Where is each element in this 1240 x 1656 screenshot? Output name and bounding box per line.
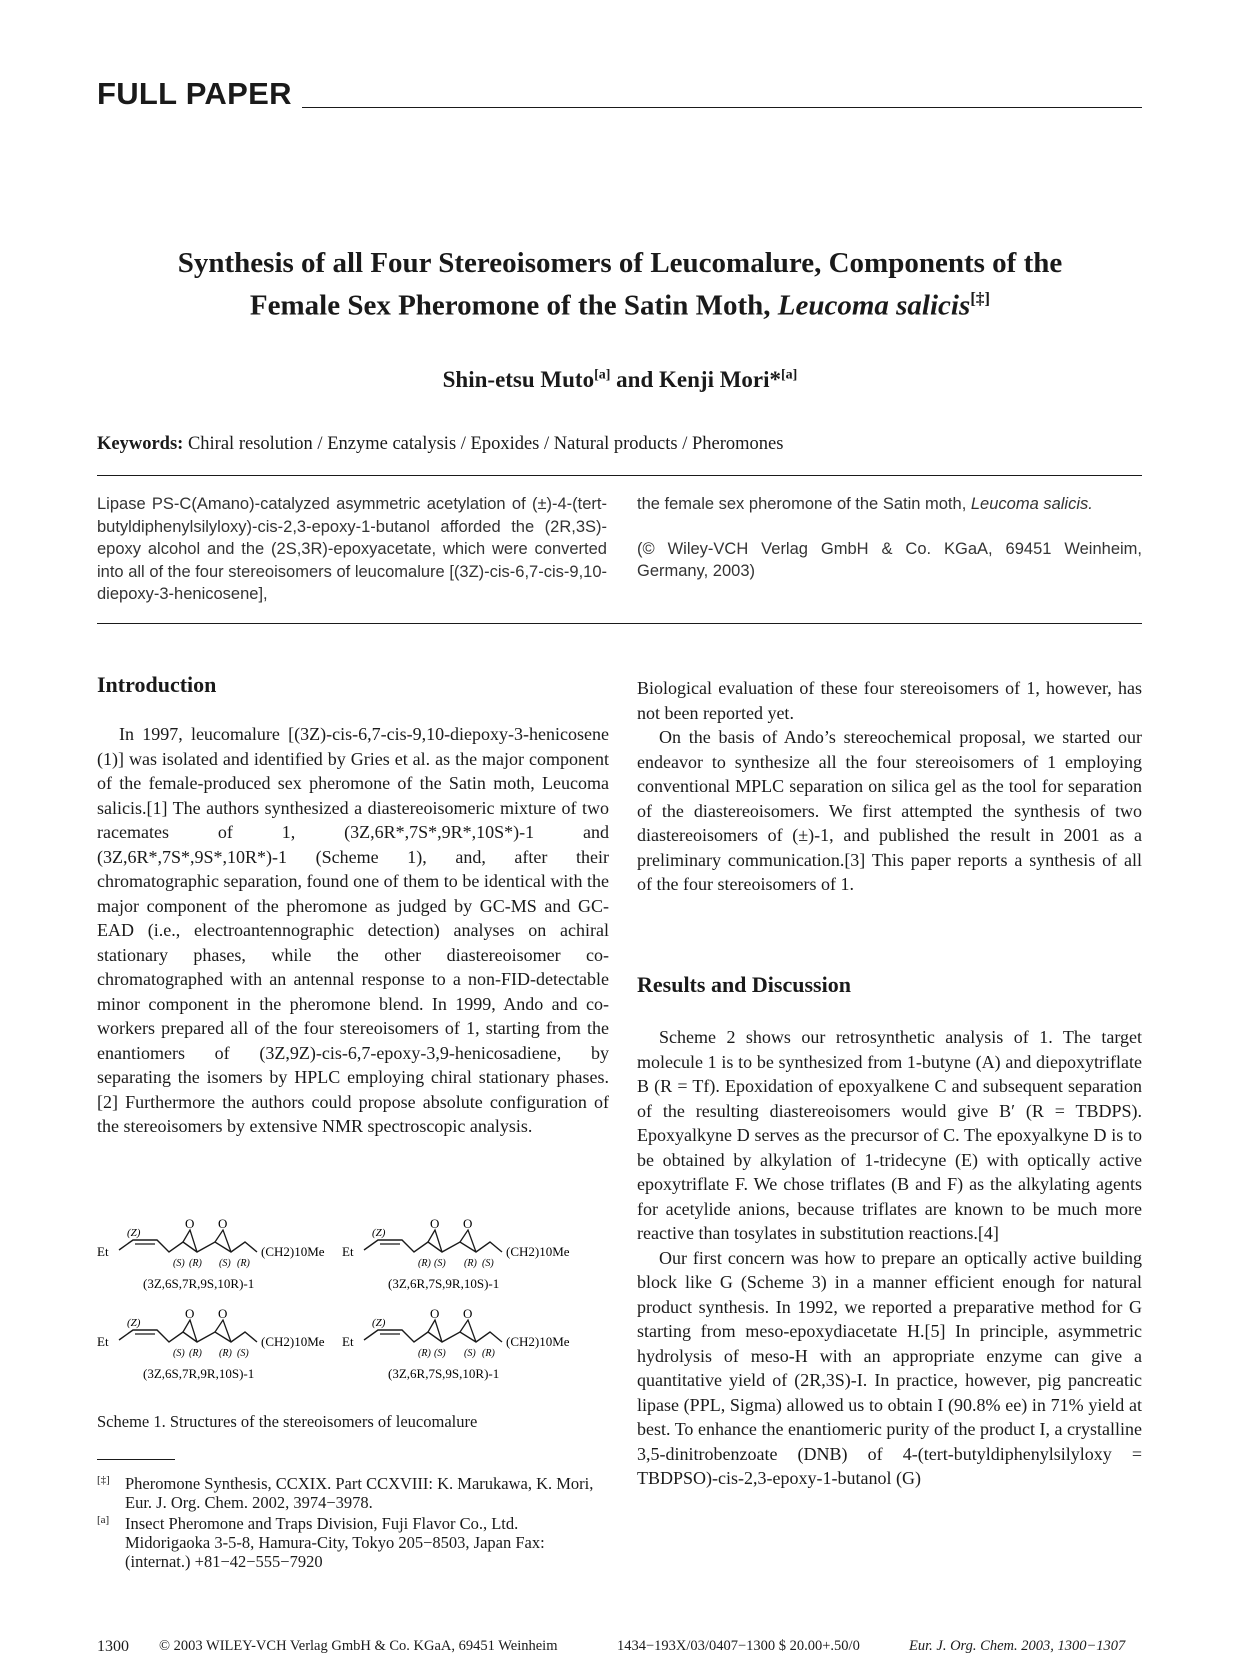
structure-3-center-2: (R) <box>189 1348 202 1359</box>
structure-4-epoxide-1 <box>428 1320 442 1342</box>
footnote-2: [a] Insect Pheromone and Traps Division, Fuji Flavor Co., Ltd. Midorigaoka 3-5-8, Hamura-City, Tokyo 205−8503, Japan Fax: (internat.) +81−42−555−7920 <box>97 1514 545 1571</box>
structure-4-oxygen-1: O <box>430 1306 440 1321</box>
author-line: Shin-etsu Muto[a] and Kenji Mori*[a] <box>442 367 798 392</box>
structure-2-label: (3Z,6R,7S,9R,10S)-1 <box>388 1276 500 1291</box>
structure-4-z: (Z) <box>372 1317 386 1329</box>
structure-1-center-2: (R) <box>189 1258 202 1269</box>
structure-3-oxygen-2: O <box>218 1306 228 1321</box>
structure-2-center-2: (S) <box>434 1258 446 1269</box>
structure-3-center-3: (R) <box>219 1348 232 1359</box>
structure-3-label: (3Z,6S,7R,9R,10S)-1 <box>143 1366 255 1381</box>
structure-2-backbone <box>364 1240 502 1252</box>
structure-3-center-1: (S) <box>173 1348 185 1359</box>
structure-3-oxygen-1: O <box>185 1306 195 1321</box>
structure-4-label: (3Z,6R,7S,9S,10R)-1 <box>388 1366 500 1381</box>
structure-2-center-3: (R) <box>464 1258 477 1269</box>
footer-journal: Eur. J. Org. Chem. 2003, 1300−1307 <box>909 1638 1126 1654</box>
structure-3-backbone <box>119 1330 257 1342</box>
structure-1-oxygen-2: O <box>218 1218 228 1231</box>
structure-2-epoxide-2 <box>460 1230 476 1252</box>
structure-4-oxygen-2: O <box>463 1306 473 1321</box>
structure-3-center-4: (S) <box>237 1348 249 1359</box>
structure-4-center-3: (S) <box>464 1348 476 1359</box>
footnote-rule <box>97 1459 175 1460</box>
structure-1-et: Et <box>97 1244 109 1259</box>
structure-1-tail: (CH2)10Me <box>261 1244 325 1259</box>
structure-1-z: (Z) <box>127 1227 141 1239</box>
structure-2-et: Et <box>342 1244 354 1259</box>
structure-4-center-2: (S) <box>434 1348 446 1359</box>
scheme-structures <box>97 1218 617 1398</box>
structure-1-epoxide-2 <box>215 1230 231 1252</box>
paragraph-retrosynthesis: Scheme 2 shows our retrosynthetic analysis of 1. The target molecule 1 is to be synthesized from 1-butyne (A) and diepoxytriflate B (R = Tf). Epoxidation of epoxyalkene C and subsequent separation of the resulting diastereoisomers would give B′ (R = TBDPS). Epoxyalkyne D serves as the precursor of C. The epoxyalkyne D is to be obtained by alkylation of 1-tridecyne (E) with optically active epoxytriflate F. We chose triflates (B and F) as the alkylating agents for acetylide anions, because triflates are known to be much more reactive than tosylates in substitution reactions.[4] <box>637 1027 1142 1243</box>
paragraph-building-block: Our first concern was how to prepare an optically active building block like G (Scheme 3) in a manner efficient enough for natural product synthesis. In 1992, we reported a preparative method for G starting from meso-epoxydiacetate H.[5] In principle, asymmetric hydrolysis of meso-H with an appropriate enzyme can give a quantitative yield of (2R,3S)-I. In practice, however, pig pancreatic lipase (PPL, Sigma) allowed us to obtain I (90.8% ee) in 71% yield at best. To enhance the enantiomeric purity of the product I, a crystalline 3,5-dinitrobenzoate (DNB) of 4-(tert-butyldiphenylsilyloxy = TBDPSO)-cis-2,3-epoxy-1-butanol (G) <box>637 1247 1142 1488</box>
structure-2-oxygen-2: O <box>463 1218 473 1231</box>
footer-code: 1434−193X/03/0407−1300 $ 20.00+.50/0 <box>617 1638 860 1654</box>
footnote-1: [‡] Pheromone Synthesis, CCXIX. Part CCXVIII: K. Marukawa, K. Mori, Eur. J. Org. Chem. 2002, 3974−3978. <box>97 1474 594 1512</box>
structure-4-backbone <box>364 1330 502 1342</box>
continued-paragraph: Biological evaluation of these four stereoisomers of 1, however, has not been reported yet. <box>637 678 1142 723</box>
structure-4-epoxide-2 <box>460 1320 476 1342</box>
structure-4-center-4: (R) <box>482 1348 495 1359</box>
section-label: FULL PAPER <box>97 76 292 111</box>
structure-2-center-4: (S) <box>482 1258 494 1269</box>
heading-results: Results and Discussion <box>637 972 851 997</box>
structure-4-et: Et <box>342 1334 354 1349</box>
heading-introduction: Introduction <box>97 672 217 697</box>
structure-1-center-1: (S) <box>173 1258 185 1269</box>
header-rule <box>302 107 1142 108</box>
abstract-copyright: (© Wiley-VCH Verlag GmbH & Co. KGaA, 69451 Weinheim, Germany, 2003) <box>637 539 1142 580</box>
structure-1-center-4: (R) <box>237 1258 250 1269</box>
structure-4-tail: (CH2)10Me <box>506 1334 570 1349</box>
paper-title <box>90 246 1150 324</box>
structure-1-label: (3Z,6S,7R,9S,10R)-1 <box>143 1276 255 1291</box>
structure-2-epoxide-1 <box>428 1230 442 1252</box>
title-line-2: Female Sex Pheromone of the Satin Moth, Leucoma salicis[‡] <box>249 289 991 322</box>
paragraph-ando: On the basis of Ando’s stereochemical proposal, we started our endeavor to synthesize all the four stereoisomers of 1 employing conventional MPLC separation on silica gel as the tool for separation of the diastereoisomers. We first attempted the synthesis of two diastereoisomers of (±)-1, and published the result in 2001 as a preliminary communication.[3] This paper reports a synthesis of all of the four stereoisomers of 1. <box>637 727 1142 894</box>
structure-1-epoxide-1 <box>183 1230 197 1252</box>
structure-1-backbone <box>119 1240 257 1252</box>
structure-1-oxygen-1: O <box>185 1218 195 1231</box>
intro-paragraph-1: In 1997, leucomalure [(3Z)-cis-6,7-cis-9,10-diepoxy-3-henicosene (1)] was isolated and identified by Gries et al. as the major component of the female-produced sex pheromone of the Satin moth, Leucoma salicis.[1] The authors synthesized a diastereoisomeric mixture of two racemates of 1, (3Z,6R*,7S*,9R*,10S*)-1 and (3Z,6R*,7S*,9S*,10R*)-1 (Scheme 1), and, after their chromatographic separation, found one of them to be identical with the major component of the pheromone as judged by GC-MS and GC-EAD (i.e., electroantennographic detection) analyses on achiral stationary phases, while the other diastereoisomer co-chromatographed with an antennal response to a non-FID-detectable minor component in the pheromone blend. In 1999, Ando and co-workers prepared all of the four stereoisomers of 1, starting from the enantiomers of (3Z,9Z)-cis-6,7-epoxy-3,9-henicosadiene, by separating the isomers by HPLC employing chiral stationary phases.[2] Furthermore the authors could propose absolute configuration of the stereoisomers by extensive NMR spectroscopic analysis. <box>97 724 609 1136</box>
structure-2-z: (Z) <box>372 1227 386 1239</box>
footer-copyright: © 2003 WILEY-VCH Verlag GmbH & Co. KGaA, 69451 Weinheim <box>159 1638 558 1654</box>
structure-3-tail: (CH2)10Me <box>261 1334 325 1349</box>
structure-4-center-1: (R) <box>418 1348 431 1359</box>
structure-2-tail: (CH2)10Me <box>506 1244 570 1259</box>
structure-2-center-1: (R) <box>418 1258 431 1269</box>
right-column-top <box>637 676 1142 897</box>
abstract-left: Lipase PS-C(Amano)-catalyzed asymmetric acetylation of (±)-4-(tert-butyldiphenylsilyloxy)-cis-2,3-epoxy-1-butanol afforded the (2R,3S)-epoxy alcohol and the (2S,3R)-epoxyacetate, which were converted into all of the four stereoisomers of leucomalure [(3Z)-cis-6,7-cis-9,10-diepoxy-3-henicosene], <box>97 495 607 603</box>
structure-3-z: (Z) <box>127 1317 141 1329</box>
results-text <box>637 1025 1142 1491</box>
structure-1-center-3: (S) <box>219 1258 231 1269</box>
title-line-1: Synthesis of all Four Stereoisomers of Leucomalure, Components of the <box>177 247 1063 279</box>
structure-2-oxygen-1: O <box>430 1218 440 1231</box>
structure-3-et: Et <box>97 1334 109 1349</box>
structure-3-epoxide-1 <box>183 1320 197 1342</box>
abstract-bottom-rule <box>97 623 1142 624</box>
page-number: 1300 <box>97 1638 129 1655</box>
keywords: Keywords: Chiral resolution / Enzyme catalysis / Epoxides / Natural products / Pheromones <box>97 434 784 454</box>
scheme-1 <box>97 1218 617 1398</box>
abstract-right: the female sex pheromone of the Satin moth, Leucoma salicis. (© Wiley-VCH Verlag GmbH & Co. KGaA, 69451 Weinheim, Germany, 2003) <box>637 493 1142 583</box>
page-header <box>97 74 1142 114</box>
scheme-caption: Scheme 1. Structures of the stereoisomers of leucomalure <box>97 1412 478 1431</box>
intro-text <box>97 722 609 1139</box>
structure-3-epoxide-2 <box>215 1320 231 1342</box>
abstract-top-rule <box>97 475 1142 476</box>
